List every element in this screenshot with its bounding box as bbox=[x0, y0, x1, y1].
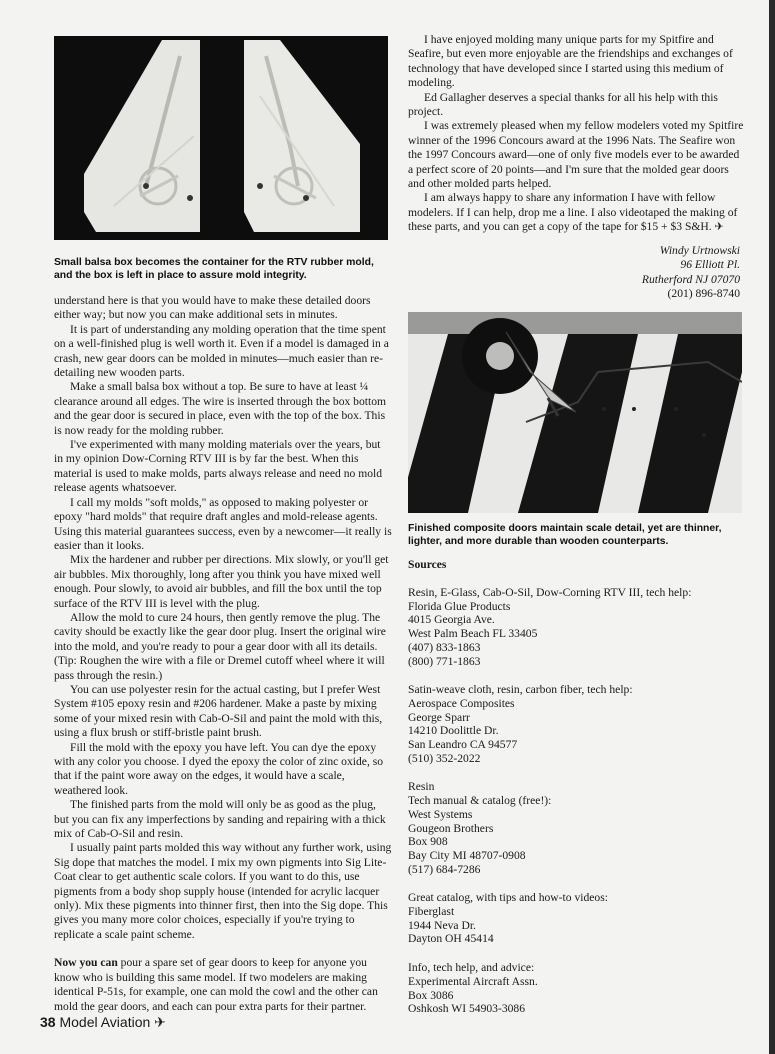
author-street: 96 Elliott Pl. bbox=[680, 258, 740, 272]
paragraph: Ed Gallagher deserves a special thanks for all his help with this project. bbox=[408, 90, 718, 119]
paragraph: I usually paint parts molded this way without any further work, using Sig dope that matches the model. I mix my own pigments into Sig Lite-Coat clear to get authentic scale colors. If you want to do this, use pigments from a body shop supply house (intended for acrylic lacquer only). Mix these pigments into thinner first, then into the Sig dope. This gives you many more color choices, especially if you're trying to replicate a scale paint scheme. bbox=[54, 841, 392, 941]
source-line: (800) 771-1863 bbox=[408, 654, 481, 668]
source-line: (407) 833-1863 bbox=[408, 640, 481, 654]
paragraph: I have enjoyed molding many unique parts for my Spitfire and Seafire, but even more enjoyable are the friendships and exchanges of technology that have developed since I started using this medium of modeling. bbox=[408, 33, 733, 90]
paragraph: I've experimented with many molding materials over the years, but in my opinion Dow-Corning RTV III is by far the best. When this material is used to make molds, parts always release and need no mold release agents whatsoever. bbox=[54, 438, 383, 495]
source-line: Oshkosh WI 54903-3086 bbox=[408, 1002, 526, 1016]
source-line: Resin bbox=[408, 780, 435, 794]
final-paragraph bbox=[54, 956, 392, 1014]
magazine-name: Model Aviation bbox=[59, 1014, 151, 1030]
source-line: Satin-weave cloth, resin, carbon fiber, tech help: bbox=[408, 683, 633, 697]
source-line: (517) 684-7286 bbox=[408, 862, 481, 876]
page-number: 38 bbox=[40, 1014, 56, 1030]
paragraph: Fill the mold with the epoxy you have left. You can dye the epoxy with any color you choose. I dyed the epoxy the color of zinc oxide, so that if the paint wore away on the edges, it would have a scale, weathered look. bbox=[54, 740, 384, 797]
paragraph: Make a small balsa box without a top. Be sure to have at least ¼ clearance around all edges. The wire is inserted through the box bottom and the gear door is secured in place, even with the top of the box. This is now ready for the molding rubber. bbox=[54, 380, 387, 437]
final-paragraph-text: pour a spare set of gear doors to keep for anyone you know who is building this same model. If two modelers are making identical P-51s, for example, one can mold the cowl and the other can mold the gear doors, and each can pour extra parts for their partner. bbox=[54, 956, 378, 1013]
source-line: West Systems bbox=[408, 807, 473, 821]
sources-title: Sources bbox=[408, 558, 447, 571]
source-line: Bay City MI 48707-0908 bbox=[408, 848, 526, 862]
source-entry bbox=[408, 586, 744, 668]
page-footer bbox=[40, 1014, 166, 1031]
source-line: Experimental Aircraft Assn. bbox=[408, 974, 538, 988]
source-entry bbox=[408, 780, 744, 876]
lead-in: Now you can bbox=[54, 956, 118, 970]
paragraph: The finished parts from the mold will only be as good as the plug, but you can fix any imperfections by sanding and repairing with a thick mix of Cab-O-Sil and resin. bbox=[54, 798, 386, 841]
author-city: Rutherford NJ 07070 bbox=[641, 272, 740, 286]
source-line: 4015 Georgia Ave. bbox=[408, 613, 495, 627]
source-line: San Leandro CA 94577 bbox=[408, 738, 518, 752]
end-plane-icon: ✈ bbox=[714, 220, 724, 234]
author-phone: (201) 896-8740 bbox=[667, 287, 740, 301]
source-line: Great catalog, with tips and how-to videos: bbox=[408, 891, 608, 905]
source-line: Florida Glue Products bbox=[408, 599, 511, 613]
source-line: Info, tech help, and advice: bbox=[408, 961, 535, 975]
paragraph-text: I am always happy to share any information I have with fellow modelers. If I can help, drop me a line. I also videotaped the making of these parts, and you can get a copy of the tape for $15 + $3 S&H. bbox=[408, 191, 738, 234]
source-line: Fiberglast bbox=[408, 905, 455, 919]
paragraph: I call my molds "soft molds," as opposed to making polyester or epoxy "hard molds" that require draft angles and mold-release agents. Using this material guarantees success, even by a newcomer—it really is easier than it looks. bbox=[54, 495, 392, 552]
scan-edge bbox=[769, 0, 775, 1054]
source-line: Resin, E-Glass, Cab-O-Sil, Dow-Corning RTV III, tech help: bbox=[408, 586, 692, 599]
source-line: Box 3086 bbox=[408, 988, 454, 1002]
source-line: (510) 352-2022 bbox=[408, 751, 481, 765]
paragraph: Mix the hardener and rubber per directions. Mix slowly, or you'll get air bubbles. Mix thoroughly, long after you think you have mixed well enough. Pour slowly, to avoid air bubbles, and fill the box until the top surface of the RTV III is level with the plug. bbox=[54, 553, 389, 610]
author-name: Windy Urtnowski bbox=[659, 244, 740, 257]
source-line: Aerospace Composites bbox=[408, 696, 515, 710]
paragraph: You can use polyester resin for the actual casting, but I prefer West System #105 epoxy resin and #206 hardener. Make a paste by mixing some of your mixed resin with Cab-O-Sil and paint the mold with this, using a flux brush or stiff-bristle paint brush. bbox=[54, 682, 383, 740]
paragraph: It is part of understanding any molding operation that the time spent on a well-finished plug is well worth it. Even if a model is damaged in a crash, new gear doors can be molded in minutes—much easier than re-detailing new wooden parts. bbox=[54, 322, 389, 380]
article-left-column bbox=[54, 294, 392, 1014]
source-line: 14210 Doolittle Dr. bbox=[408, 724, 499, 738]
molds-illustration bbox=[54, 36, 388, 240]
photo2-caption: Finished composite doors maintain scale detail, yet are thinner, lighter, and more durable than wooden counterparts. bbox=[408, 523, 722, 547]
source-line: West Palm Beach FL 33405 bbox=[408, 627, 538, 641]
photo1-caption: Small balsa box becomes the container for the RTV rubber mold, and the box is left in place to assure mold integrity. bbox=[54, 257, 374, 281]
paragraph: understand here is that you would have to make these detailed doors either way; but now you can make additional sets in minutes. bbox=[54, 294, 371, 322]
sources-list bbox=[408, 586, 744, 1031]
source-line: Dayton OH 45414 bbox=[408, 932, 494, 946]
article-right-column bbox=[408, 33, 744, 235]
paragraph bbox=[408, 191, 744, 234]
photo-rtv-molds bbox=[54, 36, 388, 240]
source-line: 1944 Neva Dr. bbox=[408, 918, 476, 932]
source-entry bbox=[408, 961, 744, 1016]
footer-plane-icon: ✈ bbox=[154, 1014, 166, 1030]
source-line: Box 908 bbox=[408, 835, 448, 849]
paragraph: Allow the mold to cure 24 hours, then gently remove the plug. The cavity should be exactly like the gear door plug. Insert the original wire into the mold, and you're ready to pour a gear door with all its details. (Tip: Roughen the wire with a file or Dremel cutoff wheel where it will pass through the resin.) bbox=[54, 610, 386, 682]
source-line: George Sparr bbox=[408, 710, 470, 724]
wing-illustration bbox=[408, 312, 742, 513]
source-entry bbox=[408, 891, 744, 946]
source-entry bbox=[408, 683, 744, 765]
paragraph: I was extremely pleased when my fellow modelers voted my Spitfire winner of the 1996 Concours award at the 1996 Nats. The Seafire won the 1997 Concours award—one of only five models ever to be awarded a perfect score of 20 points—and I'm sure that the molded gear doors and other molded parts helped. bbox=[408, 119, 744, 191]
author-signature bbox=[560, 244, 740, 302]
source-line: Tech manual & catalog (free!): bbox=[408, 794, 552, 808]
source-line: Gougeon Brothers bbox=[408, 821, 494, 835]
photo-composite-doors bbox=[408, 312, 742, 513]
